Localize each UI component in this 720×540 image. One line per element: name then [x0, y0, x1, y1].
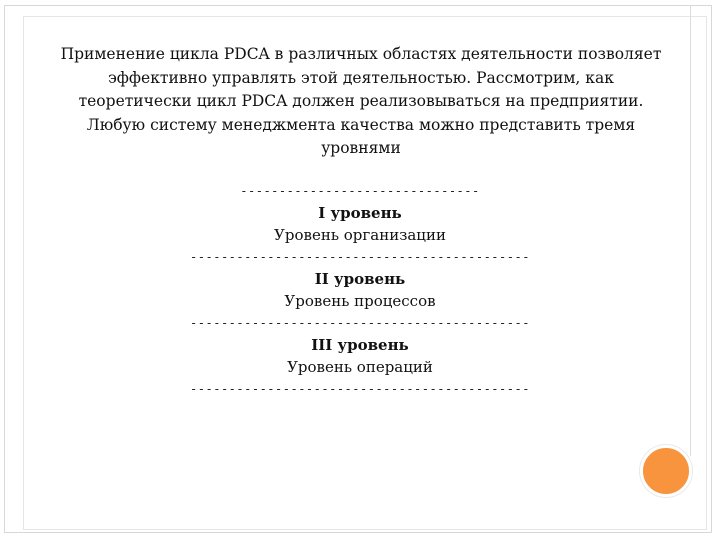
intro-line: Любую систему менеджмента качества можно представить тремя [86, 115, 636, 134]
intro-paragraph [36, 43, 686, 161]
separator: -------------------------------------------- [190, 316, 530, 330]
level-3-title: III уровень [311, 336, 409, 354]
level-1-subtitle: Уровень организации [274, 226, 446, 244]
level-2-title: II уровень [314, 270, 406, 288]
separator-top: ------------------------------- [240, 184, 480, 198]
intro-line: эффективно управлять этой деятельностью. Рассмотрим, как [108, 68, 614, 87]
levels-list [0, 180, 720, 400]
intro-line: теоретически цикл PDCA должен реализовываться на предприятии. [78, 92, 644, 110]
level-1-title: I уровень [318, 204, 402, 222]
level-3-subtitle: Уровень операций [287, 358, 433, 376]
decorative-orange-circle [640, 445, 692, 497]
separator-bottom: -------------------------------------------- [190, 382, 530, 396]
separator: -------------------------------------------- [190, 250, 530, 264]
level-2-subtitle: Уровень процессов [284, 292, 436, 310]
intro-line: Применение цикла PDCA в различных областях деятельности позволяет [60, 45, 662, 63]
intro-line: уровнями [321, 139, 401, 157]
